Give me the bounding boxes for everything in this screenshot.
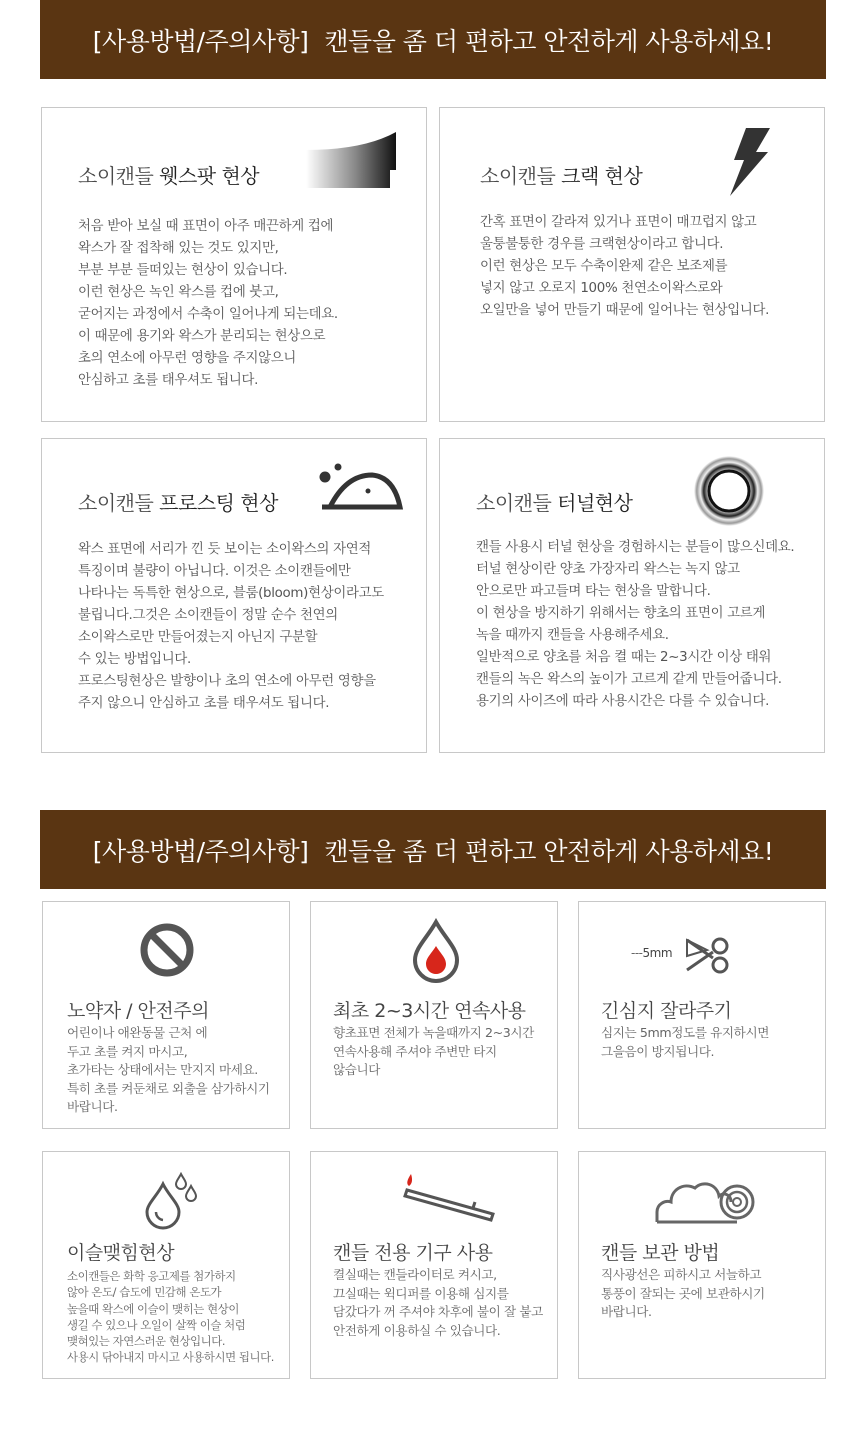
tip-safety xyxy=(42,901,290,1129)
cloud-swirl-icon xyxy=(653,1176,755,1226)
tip-title: 이슬맺힘현상 xyxy=(67,1242,175,1264)
tip-body: 향초표면 전체가 녹을때까지 2~3시간 연속사용해 주셔야 주변만 타지 않습니다 xyxy=(333,1025,534,1077)
tip-trim-wick xyxy=(578,901,826,1129)
card-title: 소이캔들 터널현상 xyxy=(476,491,633,515)
wick-length-label: ---5mm xyxy=(631,946,673,960)
tip-dew xyxy=(42,1151,290,1379)
wet-spot-gradient-icon xyxy=(304,130,400,192)
tip-body: 직사광선은 피하시고 서늘하고 통풍이 잘되는 곳에 보관하시기 바랍니다. xyxy=(601,1267,765,1319)
water-drops-icon xyxy=(143,1172,199,1230)
tip-body: 어린이나 애완동물 근처 에 두고 초를 켜지 마시고, 초가타는 상태에서는 만지지 마세요. 특히 초를 켜둔채로 외출을 삼가하시기 바랍니다. xyxy=(67,1025,270,1114)
card-body: 왁스 표면에 서리가 낀 듯 보이는 소이왁스의 자연적 특징이며 불량이 아닙니다. 이것은 소이캔들에만 나타나는 독특한 현상으로, 블룸(bloom)현상이라고도 불립니다.그것은 소이캔들이 정말 순수 천연의 소이왁스로만 만들어졌는지 아닌지 구분할 수 있는 방법입니다. 프로스팅현상은 발향이나 초의 연소에 아무런 영향을 주지 않으니 안심하고 초를 태우셔도 됩니다. xyxy=(78,542,384,711)
prohibited-icon xyxy=(139,922,195,978)
tip-body: 켤실때는 캔들라이터로 켜시고, 끄실때는 윅디퍼를 이용해 심지를 담갔다가 꺼 주셔야 차후에 불이 잘 붙고 안전하게 이용하실 수 있습니다. xyxy=(333,1267,543,1338)
card-body: 캔들 사용시 터널 현상을 경험하시는 분들이 많으신데요. 터널 현상이란 양초 가장자리 왁스는 녹지 않고 안으로만 파고들며 타는 현상을 말합니다. 이 현상을 방지하기 위해서는 향초의 표면이 고르게 녹을 때까지 캔들을 사용해주세요. 일반적으로 양초를 처음 켤 때는 2~3시간 이상 태워 캔들의 녹은 왁스의 높이가 고르게 같게 만들어줍니다. 용기의 사이즈에 따라 사용시간은 다를 수 있습니다. xyxy=(476,540,795,709)
banner-prefix: [사용방법/주의사항] xyxy=(92,26,309,56)
tip-body: 소이캔들은 화학 응고제를 첨가하지 않아 온도/ 습도에 민감해 온도가 높을때 왁스에 이슬이 맺히는 현상이 생길 수 있으나 오일이 살짝 이슬 처럼 맺혀있는 자연스러운 현상입니다. 사용시 닦아내지 마시고 사용하시면 됩니다. xyxy=(67,1269,274,1365)
card-title: 소이캔들 프로스팅 현상 xyxy=(78,491,278,515)
tip-title: 캔들 보관 방법 xyxy=(601,1242,720,1264)
card-body: 간혹 표면이 갈라져 있거나 표면이 매끄럽지 않고 울퉁불퉁한 경우를 크랙현상이라고 합니다. 이런 현상은 모두 수축이완제 같은 보조제를 넣지 않고 오로지 100% 천연소이왁스로와 오일만을 넣어 만들기 때문에 일어나는 현상입니다. xyxy=(480,215,770,318)
tip-tools xyxy=(310,1151,558,1379)
frosting-dome-icon xyxy=(316,461,404,513)
lightning-crack-icon xyxy=(726,126,772,198)
section-banner-top xyxy=(40,0,826,79)
card-wet-spot xyxy=(41,107,427,422)
flame-drop-icon xyxy=(409,918,463,984)
tip-storage xyxy=(578,1151,826,1379)
tip-title: 긴심지 잘라주기 xyxy=(601,1000,732,1022)
tip-title: 최초 2~3시간 연속사용 xyxy=(333,1000,526,1022)
lighter-wand-icon xyxy=(403,1172,499,1222)
tip-title: 캔들 전용 기구 사용 xyxy=(333,1242,493,1264)
banner-prefix: [사용방법/주의사항] xyxy=(92,836,309,866)
card-frosting xyxy=(41,438,427,753)
section-banner-bottom xyxy=(40,810,826,889)
card-title: 소이캔들 크랙 현상 xyxy=(480,164,643,188)
tip-title: 노약자 / 안전주의 xyxy=(67,1000,209,1022)
banner-text: 캔들을 좀 더 편하고 안전하게 사용하세요! xyxy=(324,836,774,866)
card-crack xyxy=(439,107,825,422)
tip-body: 심지는 5mm정도를 유지하시면 그을음이 방지됩니다. xyxy=(601,1025,769,1059)
tip-continuous-use xyxy=(310,901,558,1129)
tunnel-ring-icon xyxy=(692,455,766,527)
card-title: 소이캔들 웻스팟 현상 xyxy=(78,164,260,188)
scissors-icon xyxy=(685,934,731,976)
card-body: 처음 받아 보실 때 표면이 아주 매끈하게 컵에 왁스가 잘 접착해 있는 것도 있지만, 부분 부분 들떠있는 현상이 있습니다. 이런 현상은 녹인 왁스를 컵에 붓고, 굳어지는 과정에서 수축이 일어나게 되는데요. 이 때문에 용기와 왁스가 분리되는 현상으로 초의 연소에 아무런 영향을 주지않으니 안심하고 초를 태우셔도 됩니다. xyxy=(78,219,338,388)
banner-text: 캔들을 좀 더 편하고 안전하게 사용하세요! xyxy=(324,26,774,56)
card-tunnel xyxy=(439,438,825,753)
